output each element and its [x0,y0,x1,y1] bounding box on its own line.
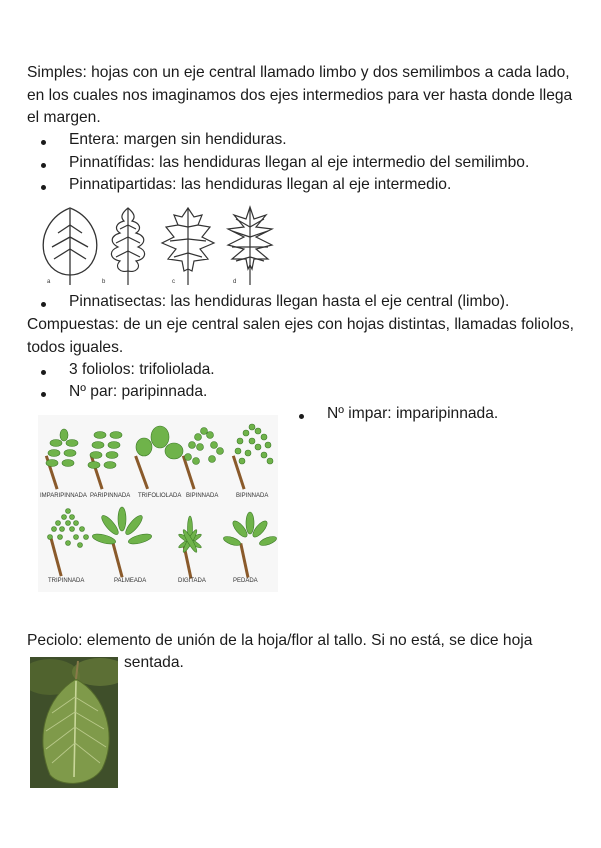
pinnatifid-leaf-drawing [111,208,144,285]
pedada-drawing [222,512,277,578]
leaf-label-a: a [47,279,51,285]
leaf-label-b: b [102,279,106,285]
bullet-dot [299,414,304,419]
compuestas-paragraph: Compuestas: de un eje central salen ejes con hojas distintas, llamadas foliolos, todos iguales. [27,316,574,356]
bullet-dot [41,392,46,397]
bullet-dot [41,163,46,168]
caption-trifoliolada: TRIFOLIOLADA [138,493,182,499]
bipinnada-drawing-2 [232,424,273,490]
simples-paragraph: Simples: hojas con un eje central llamado limbo y dos semilimbos a cada lado, en los cuales nos imaginamos dos ejes intermedios para ver hasta donde llega el margen. [27,64,573,126]
bullet-dot [41,140,46,145]
leaf-label-d: d [233,279,237,285]
entire-leaf-drawing [43,208,97,285]
bullet-paripinnada: Nº par: paripinnada. [69,383,208,400]
palmeada-drawing [91,507,152,578]
caption-palmeada: PALMEADA [114,578,147,584]
imparipinnada-drawing [45,429,78,490]
leaf-label-c: c [172,279,175,285]
bullet-dot [41,185,46,190]
caption-paripinnada: PARIPINNADA [90,493,131,499]
bullet-pinnatisectas: Pinnatisectas: las hendiduras llegan hasta el eje central (limbo). [69,293,510,310]
pinnatipartite-leaf-drawing [162,208,214,285]
tripinnada-drawing [48,509,89,577]
bullet-trifoliolada: 3 foliolos: trifoliolada. [69,361,215,378]
caption-tripinnada: TRIPINNADA [48,578,85,584]
compound-leaf-figure [38,415,278,592]
peciolo-paragraph-line1: Peciolo: elemento de unión de la hoja/flor al tallo. Si no está, se dice hoja [27,632,533,649]
leaf-photo [30,657,118,788]
bullet-entera: Entera: margen sin hendiduras. [69,131,287,148]
bullet-dot [41,302,46,307]
caption-digitada: DIGITADA [178,578,206,584]
trifoliolada-drawing [134,426,183,489]
bullet-pinnatipartidas: Pinnatipartidas: las hendiduras llegan al eje intermedio. [69,176,452,193]
bipinnada-drawing-1 [182,428,224,490]
bullet-imparipinnada: Nº impar: imparipinnada. [327,405,499,422]
bullet-dot [41,370,46,375]
digitada-drawing [177,516,202,579]
pinnatisect-leaf-drawing [228,207,272,285]
caption-bipinnada-2: BIPINNADA [236,493,269,499]
caption-bipinnada-1: BIPINNADA [186,493,219,499]
caption-imparipinnada: IMPARIPINNADA [40,493,87,499]
peciolo-paragraph-line2: sentada. [124,654,184,671]
bullet-pinnatifidas: Pinnatífidas: las hendiduras llegan al eje intermedio del semilimbo. [69,154,530,171]
paripinnada-drawing [88,432,122,490]
caption-pedada: PEDADA [233,578,258,584]
leaf-margin-figure [30,203,275,288]
